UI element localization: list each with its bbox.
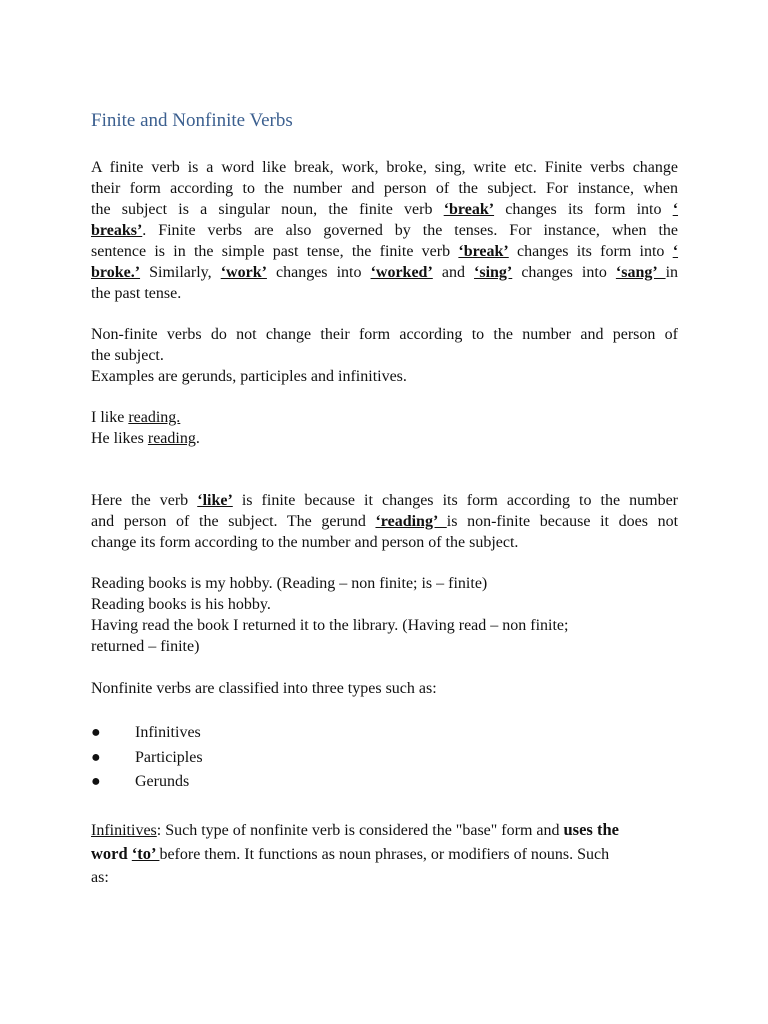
list-item: [91, 770, 203, 795]
bullet-icon: ●: [91, 748, 101, 766]
term-break: ‘break’: [443, 201, 495, 218]
paragraph-examples: [91, 573, 678, 657]
text-run: and person of the subject. The gerund: [91, 513, 376, 530]
text-line: Having read the book I returned it to the library. (Having read – non finite;: [91, 617, 569, 634]
text-run: Similarly,: [140, 264, 221, 281]
text-line: Examples are gerunds, participles and infinitives.: [91, 368, 407, 385]
emphasis-text: word: [91, 844, 132, 863]
text-line: [91, 842, 678, 866]
text-line: as:: [91, 869, 109, 886]
text-line: the subject.: [91, 347, 164, 364]
text-run: sentence is in the simple past tense, the finite verb: [91, 243, 459, 260]
text-line: [91, 818, 678, 842]
text-run: : Such type of nonfinite verb is considered the "base" form and: [156, 822, 564, 839]
emphasis-text: uses the: [563, 820, 619, 839]
text-run: and: [432, 264, 475, 281]
list-item: [91, 721, 203, 746]
text-run: is finite because it changes its form according to the number: [232, 492, 679, 509]
example-line: [91, 428, 678, 449]
term-infinitives: Infinitives: [91, 822, 157, 839]
text-run: He likes: [91, 430, 148, 447]
paragraph-explanation: [91, 490, 678, 553]
term-work: ‘work’: [220, 264, 267, 281]
text-line: Non-finite verbs do not change their form according to the number and person of: [91, 326, 678, 343]
term-worked: ‘worked’: [370, 264, 433, 281]
page-title: Finite and Nonfinite Verbs: [91, 110, 293, 131]
text-run: .: [195, 430, 200, 447]
text-line: change its form according to the number and person of the subject.: [91, 534, 519, 551]
term-break: ‘break’: [458, 243, 509, 260]
bullet-icon: ●: [91, 724, 101, 741]
paragraph-nonfinite-definition: [91, 324, 678, 387]
example-line: [91, 407, 678, 428]
term-reading: reading.: [128, 409, 181, 426]
text-line: their form according to the number and person of the subject. For instance, when: [91, 180, 678, 197]
text-line: [91, 262, 678, 283]
list-item: [91, 746, 203, 771]
term-like: ‘like’: [197, 492, 233, 509]
text-run: . Finite verbs are also governed by the tenses. For instance, when the: [142, 222, 678, 239]
text-line: Reading books is his hobby.: [91, 596, 271, 613]
text-run: is non-finite because it does not: [446, 513, 679, 530]
bullet-icon: ●: [91, 773, 101, 790]
list-item-label: Gerunds: [135, 773, 190, 790]
paragraph-types-intro: [91, 678, 678, 699]
text-line: [91, 220, 678, 241]
list-item-label: Participles: [135, 748, 203, 766]
term-sing: ‘sing’: [474, 264, 513, 281]
text-line: [91, 511, 678, 532]
text-run: the subject is a singular noun, the finite verb: [91, 201, 444, 218]
term-sang: ‘sang’: [615, 264, 666, 281]
open-quote: ‘: [672, 243, 679, 260]
term-breaks: breaks’: [91, 222, 143, 239]
text-line: [91, 241, 678, 262]
examples-like-reading: [91, 407, 678, 449]
paragraph-finite-definition: [91, 157, 678, 304]
text-line: Reading books is my hobby. (Reading – non finite; is – finite): [91, 575, 488, 592]
term-reading: ‘reading’: [375, 513, 447, 530]
text-run: changes its form into: [494, 201, 673, 218]
text-run: changes its form into: [508, 243, 673, 260]
text-run: I like: [91, 409, 129, 426]
text-run: Here the verb: [91, 492, 198, 509]
types-list: [91, 721, 203, 795]
term-to: ‘to’: [131, 844, 160, 863]
open-quote: ‘: [672, 201, 679, 218]
text-line: A finite verb is a word like break, work, broke, sing, write etc. Finite verbs change: [91, 159, 678, 176]
paragraph-infinitives: [91, 818, 678, 890]
text-line: Nonfinite verbs are classified into three types such as:: [91, 680, 437, 697]
text-line: [91, 199, 678, 220]
list-item-label: Infinitives: [135, 724, 201, 741]
text-run: in: [665, 264, 679, 281]
text-run: changes into: [512, 264, 616, 281]
text-run: before them. It functions as noun phrases, or modifiers of nouns. Such: [159, 846, 610, 863]
text-line: the past tense.: [91, 285, 182, 302]
text-line: [91, 490, 678, 511]
term-broke: broke.’: [91, 264, 141, 281]
term-reading: reading: [147, 430, 196, 447]
text-run: changes into: [266, 264, 371, 281]
text-line: returned – finite): [91, 638, 200, 655]
